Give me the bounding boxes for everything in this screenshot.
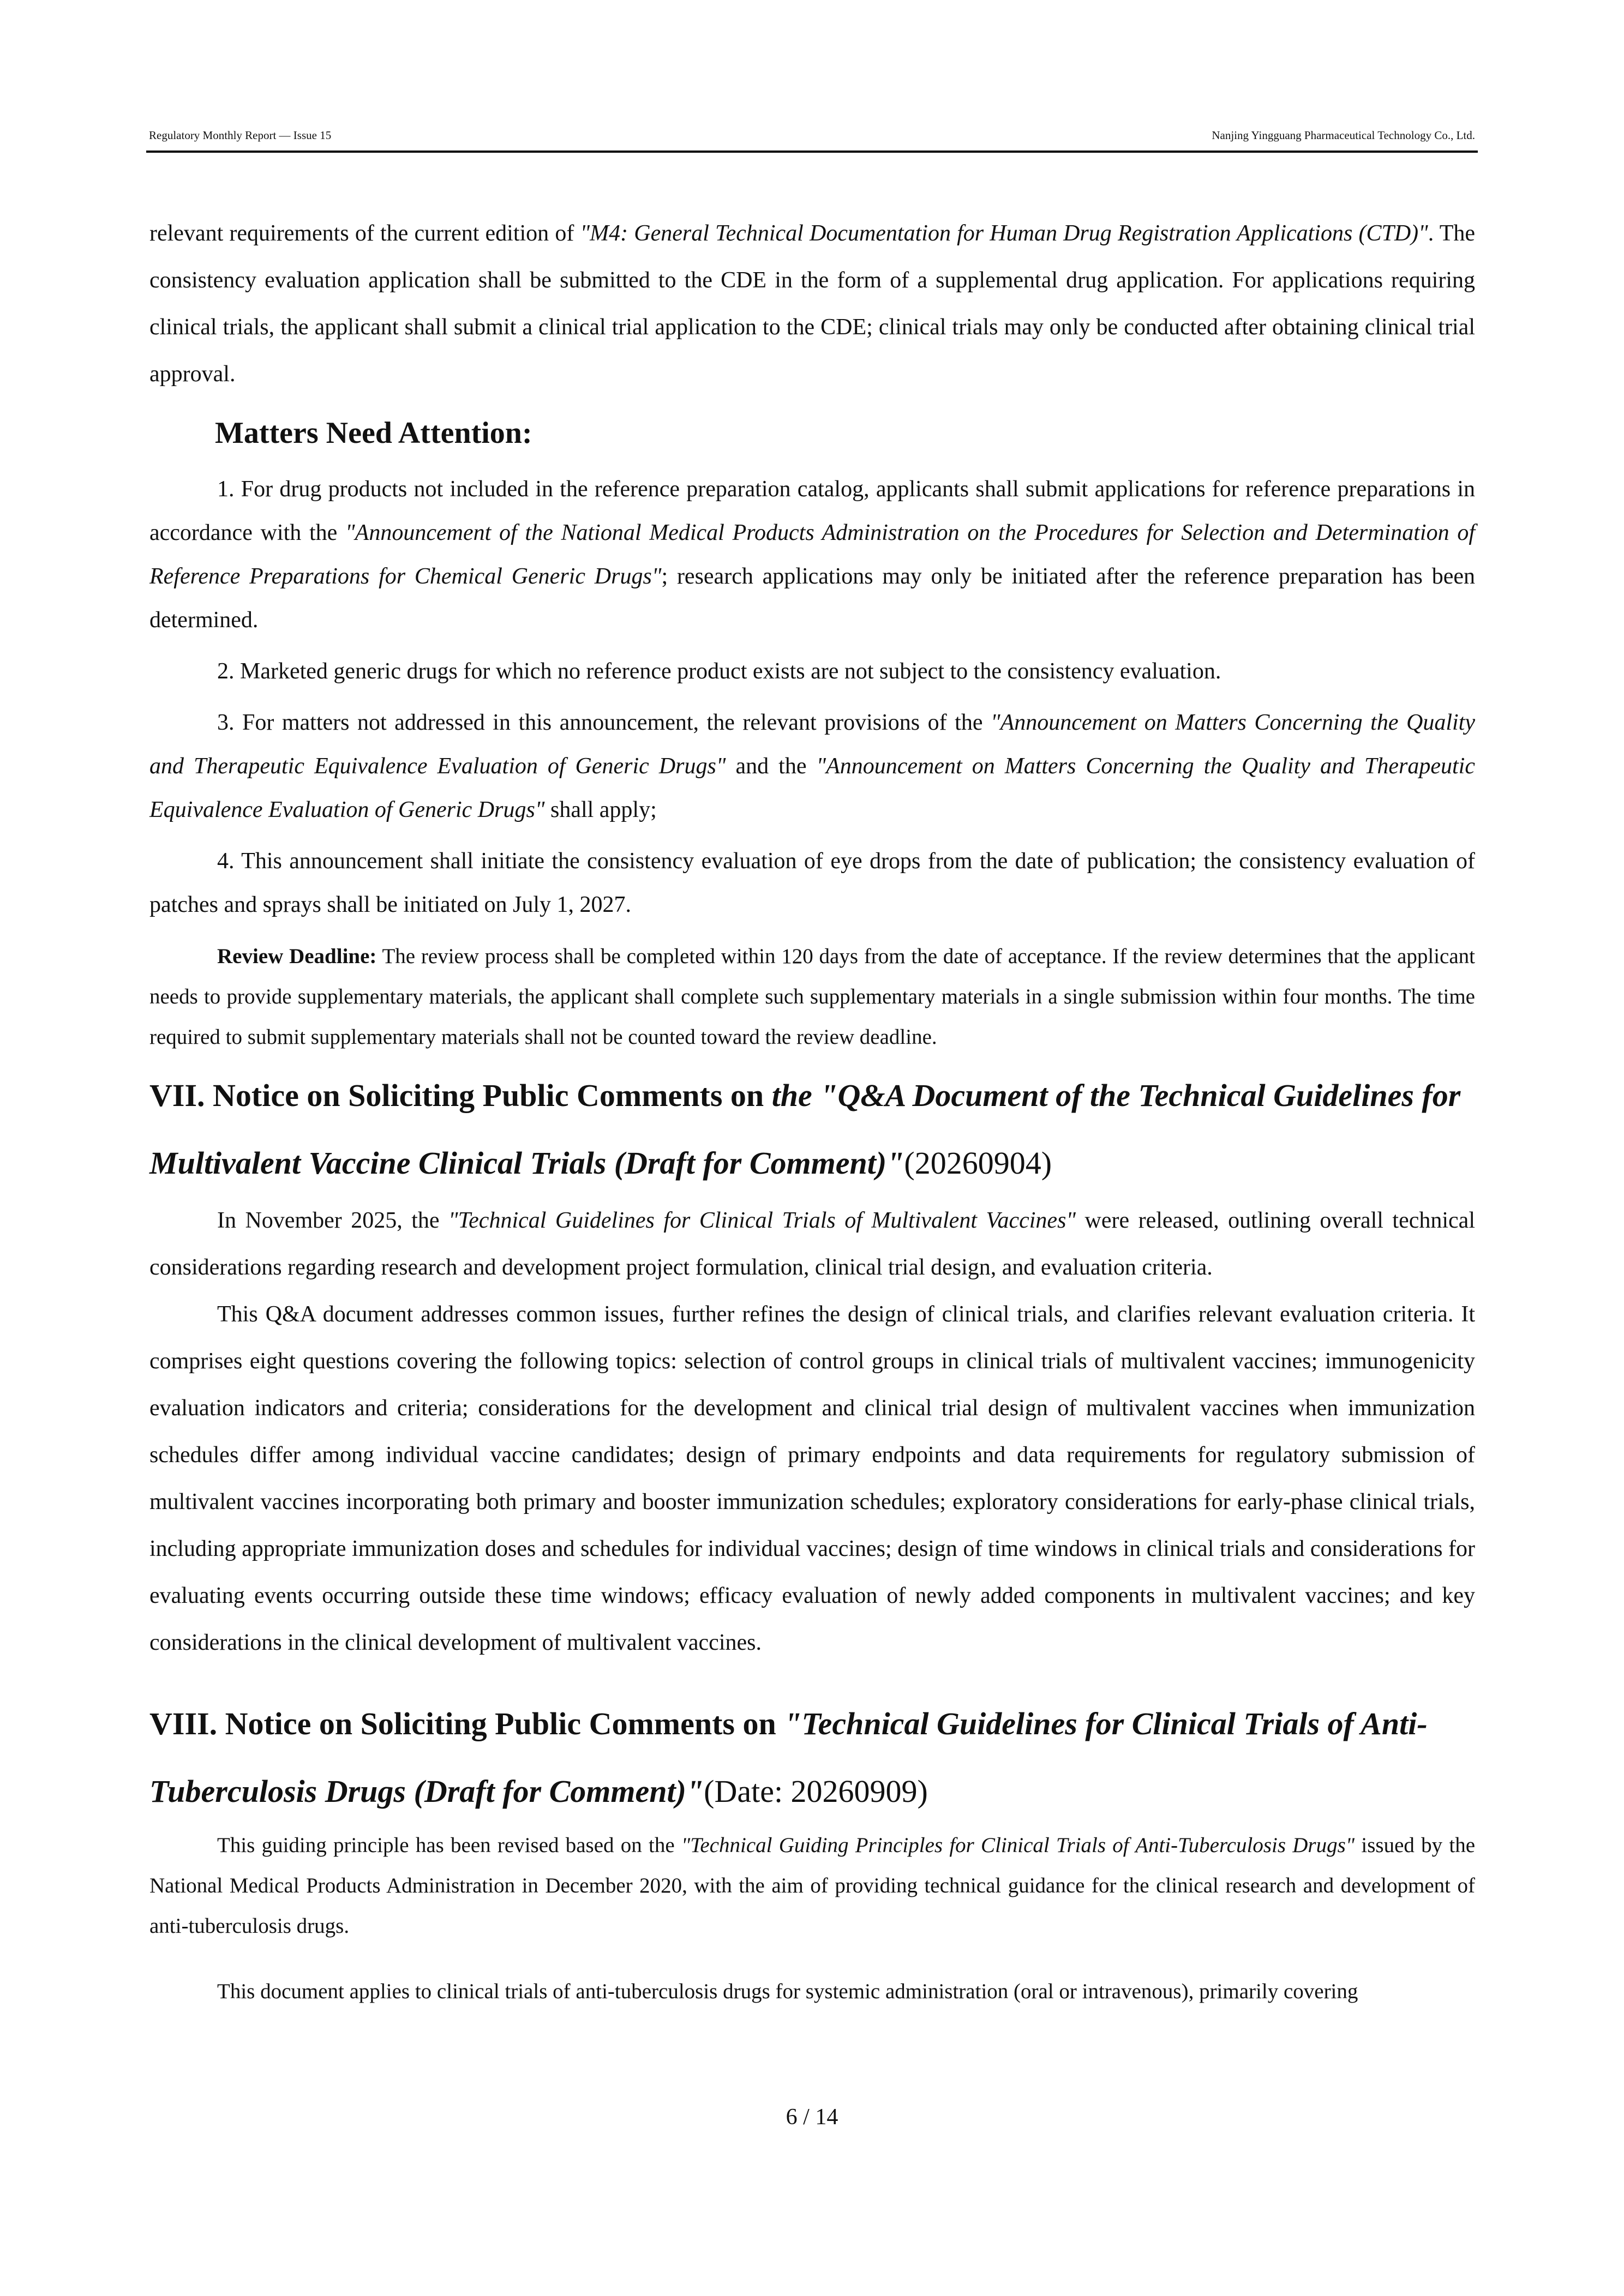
item1-text-1: 1. For drug products not included in the reference preparation catalog, applicants shall submit applications for reference preparations in accordance with the <box>149 477 1475 545</box>
intro-paragraph <box>149 210 1475 398</box>
sec7-p1-text-1: In November 2025, the <box>217 1208 449 1233</box>
page-content <box>149 210 1475 2012</box>
sec7-heading-title: the "Q&A Document of the Technical Guidelines for Multivalent Vaccine Clinical Trials (Draft for Comment)" <box>149 1078 1461 1181</box>
sec8-heading-date: (Date: 20260909) <box>704 1774 928 1809</box>
item3-announcement-title-2: "Announcement on Matters Concerning the Quality and Therapeutic Equivalence Evaluation of Generic Drugs" <box>149 754 1475 822</box>
intro-text-2: . The consistency evaluation application shall be submitted to the CDE in the form of a supplemental drug application. For applications requiring clinical trials, the applicant shall submit a clinical trial application to the CDE; clinical trials may only be conducted after obtaining clinical trial approval. <box>149 221 1475 387</box>
sec7-heading-prefix: VII. Notice on Soliciting Public Comments on <box>149 1078 772 1113</box>
sec7-p1-guideline-title: "Technical Guidelines for Clinical Trials of Multivalent Vaccines" <box>448 1208 1076 1233</box>
review-deadline-label: Review Deadline: <box>217 945 377 968</box>
sec7-p1-text-2: were released, outlining overall technical considerations regarding research and development project formulation, clinical trial design, and evaluation criteria. <box>149 1208 1475 1280</box>
attention-heading: Matters Need Attention: <box>215 416 532 450</box>
sec7-paragraph-1 <box>149 1197 1475 1291</box>
item3-text-3: shall apply; <box>544 797 657 822</box>
item1-text-2: ; research applications may only be initiated after the reference preparation has been determined. <box>149 564 1475 633</box>
attention-item-2: 2. Marketed generic drugs for which no reference product exists are not subject to the consistency evaluation. <box>217 659 1221 684</box>
intro-ctd-title: "M4: General Technical Documentation for Human Drug Registration Applications (CTD)" <box>580 221 1428 246</box>
item3-text-1: 3. For matters not addressed in this announcement, the relevant provisions of the <box>217 710 991 735</box>
attention-item-4: 4. This announcement shall initiate the consistency evaluation of eye drops from the date of publication; the consistency evaluation of patches and sprays shall be initiated on July 1, 2027. <box>149 849 1475 917</box>
item1-announcement-title: "Announcement of the National Medical Products Administration on the Procedures for Selection and Determination of Reference Preparations for Chemical Generic Drugs" <box>149 520 1475 589</box>
sec8-p1-text-1: This guiding principle has been revised based on the <box>217 1834 681 1857</box>
attention-item-1 <box>149 467 1475 642</box>
page-header <box>146 129 1478 153</box>
review-deadline-text: The review process shall be completed within 120 days from the date of acceptance. If the review determines that the applicant needs to provide supplementary materials, the applicant shall complete such supplementary materials in a single submission within four months. The time required to submit supplementary materials shall not be counted toward the review deadline. <box>149 945 1476 1049</box>
sec8-p1-guideline-title: "Technical Guiding Principles for Clinical Trials of Anti-Tuberculosis Drugs" <box>681 1834 1355 1857</box>
item3-announcement-title-1: "Announcement on Matters Concerning the Quality and Therapeutic Equivalence Evaluation of Generic Drugs" <box>149 710 1475 779</box>
sec7-paragraph-2: This Q&A document addresses common issues, further refines the design of clinical trials, and clarifies relevant evaluation criteria. It comprises eight questions covering the following topics: selection of control groups in clinical trials of multivalent vaccines; immunogenicity evaluation indicators and criteria; considerations for the development and clinical trial design of multivalent vaccines when immunization schedules differ among individual vaccine candidates; design of primary endpoints and data requirements for regulatory submission of multivalent vaccines incorporating both primary and booster immunization schedules; exploratory considerations for early-phase clinical trials, including appropriate immunization doses and schedules for individual vaccines; design of time windows in clinical trials and considerations for evaluating events occurring outside these time windows; efficacy evaluation of newly added components in multivalent vaccines; and key considerations in the clinical development of multivalent vaccines. <box>149 1302 1475 1655</box>
sec7-heading-date: (20260904) <box>904 1145 1052 1181</box>
section-vii-heading <box>149 1062 1475 1197</box>
intro-text-1: relevant requirements of the current edition of <box>149 221 580 246</box>
review-deadline-paragraph <box>149 936 1475 1057</box>
section-viii-heading <box>149 1690 1475 1825</box>
item3-text-2: and the <box>726 754 817 779</box>
page-number: 6 / 14 <box>786 2105 838 2130</box>
header-report-title: Regulatory Monthly Report — Issue 15 <box>149 129 332 142</box>
header-company-name: Nanjing Yingguang Pharmaceutical Technology Co., Ltd. <box>1212 129 1475 142</box>
sec8-paragraph-2: This document applies to clinical trials of anti-tuberculosis drugs for systemic administration (oral or intravenous), primarily covering <box>217 1980 1358 2003</box>
attention-item-3 <box>149 701 1475 832</box>
sec8-heading-prefix: VIII. Notice on Soliciting Public Comments on <box>149 1706 784 1741</box>
sec8-heading-title: "Technical Guidelines for Clinical Trials of Anti-Tuberculosis Drugs (Draft for Comment)" <box>149 1706 1428 1809</box>
sec8-paragraph-1 <box>149 1825 1475 1946</box>
sec8-p1-text-2: issued by the National Medical Products Administration in December 2020, with the aim of providing technical guidance for the clinical research and development of anti-tuberculosis drugs. <box>149 1834 1476 1938</box>
